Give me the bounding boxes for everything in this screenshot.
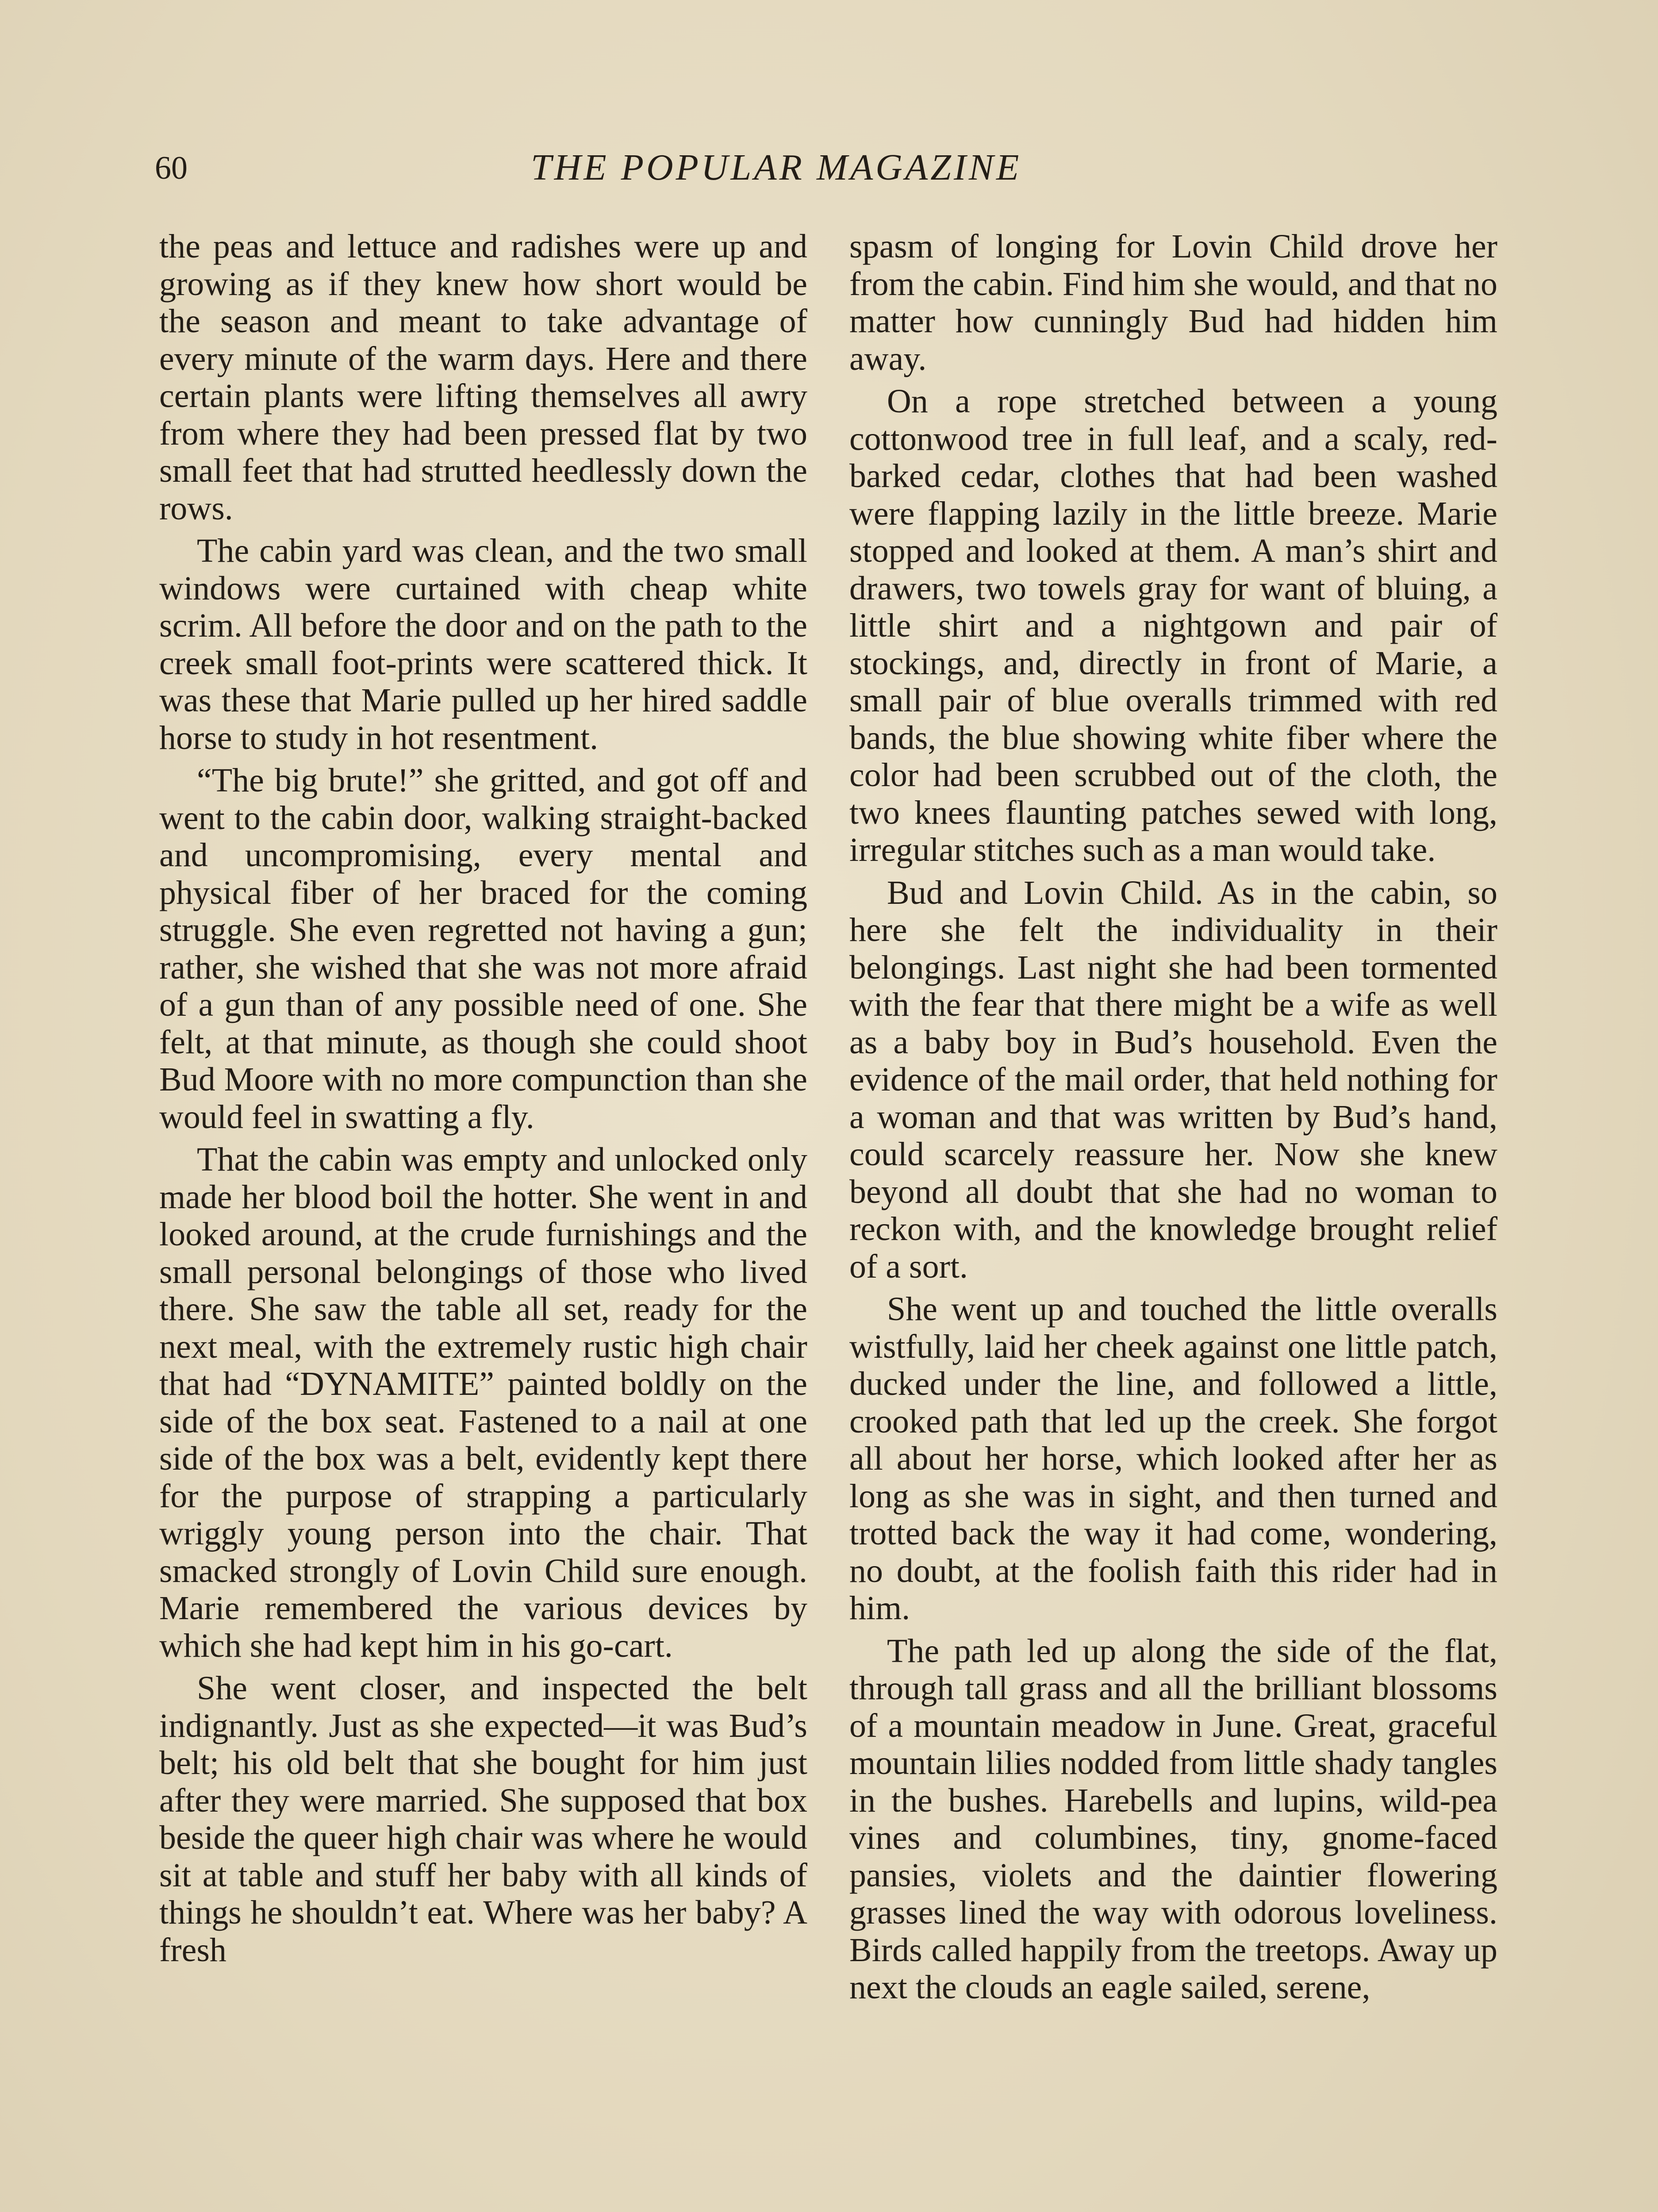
paragraph: the peas and lettuce and radishes were up and growing as if they knew how short would be the season and meant to take advantage of every minute of the warm days. Here and there certain plants were lifting themselves all awry from where they had been pressed flat by two small feet that had strutted heedlessly down the rows. [159,228,807,527]
magazine-title: THE POPULAR MAGAZINE [531,147,1022,188]
paragraph: She went up and touched the little overalls wistfully, laid her cheek against one little patch, ducked under the line, and followed a little, crooked path that led up the creek. She forgot all about her horse, which looked after her as long as she was in sight, and then turned and trotted back the way it had come, wondering, no doubt, at the foolish faith this rider had in him. [849,1290,1497,1627]
paragraph: “The big brute!” she gritted, and got off and went to the cabin door, walking straight-backed and uncompromising, every mental and physical fiber of her braced for the coming struggle. She even regretted not having a gun; rather, she wished that she was not more afraid of a gun than of any possible need of one. She felt, at that minute, as though she could shoot Bud Moore with no more compunction than she would feel in swatting a fly. [159,762,807,1136]
page-number: 60 [155,150,188,186]
paragraph: Bud and Lovin Child. As in the cabin, so here she felt the individuality in their belongings. Last night she had been tormented with the fear that there might be a wife as well as a baby boy in Bud’s household. Even the evidence of the mail order, that held nothing for a woman and that was written by Bud’s hand, could scarcely reassure her. Now she knew beyond all doubt that she had no woman to reckon with, and the knowledge brought relief of a sort. [849,874,1497,1285]
paragraph: On a rope stretched between a young cottonwood tree in full leaf, and a scaly, red-barked cedar, clothes that had been washed were flapping lazily in the little breeze. Marie stopped and looked at them. A man’s shirt and drawers, two towels gray for want of bluing, a little shirt and a nightgown and pair of stockings, and, directly in front of Marie, a small pair of blue overalls trimmed with red bands, the blue showing white fiber where the color had been scrubbed out of the cloth, the two knees flaunting patches sewed with long, irregular stitches such as a man would take. [849,383,1497,868]
paragraph: The path led up along the side of the flat, through tall grass and all the brilliant blossoms of a mountain meadow in June. Great, graceful mountain lilies nodded from little shady tangles in the bushes. Harebells and lupins, wild-pea vines and columbines, tiny, gnome-faced pansies, violets and the daintier flowering grasses lined the way with odorous loveliness. Birds called happily from the treetops. Away up next the clouds an eagle sailed, serene, [849,1632,1497,2006]
paragraph: She went closer, and inspected the belt indignantly. Just as she expected—it was Bud’s belt; his old belt that she bought for him just after they were married. She supposed that box beside the queer high chair was where he would sit at table and stuff her baby with all kinds of things he shouldn’t eat. Where was her baby? A fresh [159,1670,807,1969]
paragraph: That the cabin was empty and unlocked only made her blood boil the hotter. She went in and looked around, at the crude furnishings and the small personal belongings of those who lived there. She saw the table all set, ready for the next meal, with the extremely rustic high chair that had “DYNAMITE” painted boldly on the side of the box seat. Fastened to a nail at one side of the box was a belt, evidently kept there for the purpose of strapping a particularly wriggly young person into the chair. That smacked strongly of Lovin Child sure enough. Marie remembered the various devices by which she had kept him in his go-cart. [159,1141,807,1664]
left-column [159,228,807,1969]
paragraph: The cabin yard was clean, and the two small windows were curtained with cheap white scrim. All before the door and on the path to the creek small foot-prints were scattered thick. It was these that Marie pulled up her hired saddle horse to study in hot resentment. [159,532,807,757]
right-column [849,228,1497,2006]
paragraph: spasm of longing for Lovin Child drove her from the cabin. Find him she would, and that no matter how cunningly Bud had hidden him away. [849,228,1497,377]
